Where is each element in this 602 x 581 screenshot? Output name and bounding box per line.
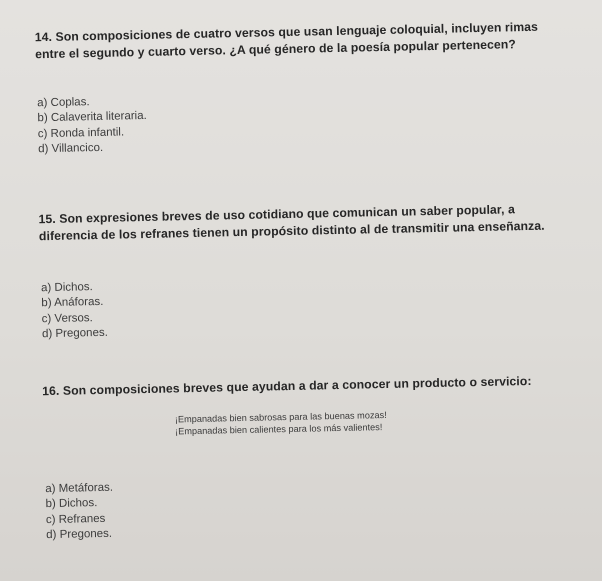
option-c: c) Refranes: [45, 512, 106, 526]
option-b: b) Anáforas.: [41, 296, 104, 310]
option-b: b) Calaverita literaria.: [37, 110, 147, 125]
quote-line-1: ¡Empanadas bien sabrosas para las buenas mozas!: [174, 409, 387, 425]
option-a: a) Metáforas.: [45, 481, 114, 496]
question-16-example-quote: [175, 407, 475, 437]
option-c: c) Ronda infantil.: [37, 126, 125, 141]
option-d: d) Pregones.: [46, 527, 113, 542]
option-d: d) Villancico.: [38, 142, 104, 156]
question-16-text: 16. Son composiciones breves que ayudan a dar a conocer un producto o servicio:: [42, 373, 532, 399]
question-15-text: 15. Son expresiones breves de uso cotidiano que comunican un saber popular, a diferencia de los refranes tienen un propósito distinto al de transmitir una enseñanza.: [38, 202, 545, 244]
question-14-options: [37, 90, 338, 158]
quote-line-2: ¡Empanadas bien calientes para los más valientes!: [174, 422, 383, 437]
question-14-text: 14. Son composiciones de cuatro versos que usan lenguaje coloquial, incluyen rimas entre el segundo y cuarto verso. ¿A qué género de la poesía popular pertenecen?: [34, 19, 539, 62]
option-a: a) Dichos.: [40, 281, 93, 295]
question-16-options: [45, 476, 346, 544]
option-d: d) Pregones.: [41, 327, 108, 341]
option-b: b) Dichos.: [45, 497, 98, 511]
option-c: c) Versos.: [41, 311, 93, 326]
option-a: a) Coplas.: [37, 96, 90, 110]
question-15-options: [41, 275, 342, 343]
